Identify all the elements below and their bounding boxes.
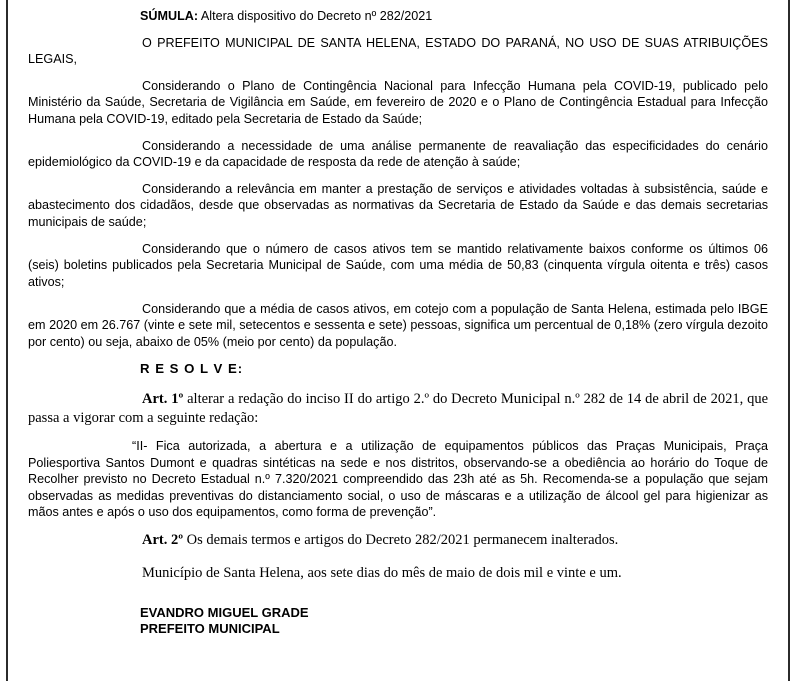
considerando-5: Considerando que a média de casos ativos, em cotejo com a população de Santa Helena, estimada pelo IBGE em 2020 em 26.767 (vinte e sete mil, setecentos e sessenta e sete) pessoas, significa um percentual de 0,18% (zero vírgula dezoito por cento) ou seja, abaixo de 05% (meio por cento) da população. bbox=[28, 301, 768, 349]
considerando-4: Considerando que o número de casos ativos tem se mantido relativamente baixos conforme os últimos 06 (seis) boletins publicados pela Secretaria Municipal de Saúde, com uma média de 50,83 (cinquenta vírgula oitenta e três) casos ativos; bbox=[28, 241, 768, 289]
sumula-text: Altera dispositivo do Decreto nº 282/2021 bbox=[198, 9, 433, 23]
article-2-text: Os demais termos e artigos do Decreto 282/2021 permanecem inalterados. bbox=[183, 532, 619, 549]
article-2-paragraph bbox=[28, 531, 768, 550]
considerando-2: Considerando a necessidade de uma análise permanente de reavaliação das especificidades do cenário epidemiológico da COVID-19 e da capacidade de resposta da rede de atenção à saúde; bbox=[28, 138, 768, 170]
signature-block bbox=[140, 605, 768, 636]
signature-name: EVANDRO MIGUEL GRADE bbox=[140, 605, 309, 621]
article-1-paragraph bbox=[28, 390, 768, 428]
sumula-paragraph bbox=[28, 8, 768, 25]
page-border-right bbox=[788, 0, 790, 681]
article-1-label: Art. 1º bbox=[142, 390, 184, 407]
quoted-clause: “II- Fica autorizada, a abertura e a utilização de equipamentos públicos das Praças Municipais, Praça Poliesportiva Santos Dumont e quadras sintéticas na sede e nos distritos, observando-se a obediência ao horário do Toque de Recolher previsto no Decreto Estadual n.º 7.320/2021 compreendido das 23h até as 5h. Recomenda-se a população que sejam observadas as medidas preventivas do distanciamento social, o uso de máscaras e a utilização de álcool gel para higienizar as mãos antes e após o uso dos equipamentos, como forma de prevenção”. bbox=[28, 439, 768, 520]
considerando-3: Considerando a relevância em manter a prestação de serviços e atividades voltadas à subsistência, saúde e abastecimento dos cidadãos, desde que observadas as normativas da Secretaria de Estado da Saúde e das demais secretarias municipais de saúde; bbox=[28, 181, 768, 230]
preamble-paragraph: O PREFEITO MUNICIPAL DE SANTA HELENA, ESTADO DO PARANÁ, NO USO DE SUAS ATRIBUIÇÕES LEGAIS, bbox=[28, 35, 768, 67]
signature-title: PREFEITO MUNICIPAL bbox=[140, 620, 280, 636]
considerando-1: Considerando o Plano de Contingência Nacional para Infecção Humana pela COVID-19, publicado pelo Ministério da Saúde, Secretaria de Vigilância em Saúde, em fevereiro de 2020 e o Plano de Contingência Estadual para Infecção Humana pela COVID-19, editado pela Secretaria de Estado da Saúde; bbox=[28, 78, 768, 127]
article-2-label: Art. 2º bbox=[142, 532, 184, 549]
page-border-left bbox=[6, 0, 8, 681]
document-body bbox=[28, 8, 768, 637]
resolve-label: R E S O L V E: bbox=[140, 361, 244, 377]
closing-paragraph: Município de Santa Helena, aos sete dias do mês de maio de dois mil e vinte e um. bbox=[142, 565, 622, 582]
sumula-label: SÚMULA: bbox=[140, 9, 199, 23]
article-1-text: alterar a redação do inciso II do artigo 2.º do Decreto Municipal n.º 282 de 14 de abril de 2021, que passa a vigorar com a seguinte redação: bbox=[28, 390, 769, 426]
